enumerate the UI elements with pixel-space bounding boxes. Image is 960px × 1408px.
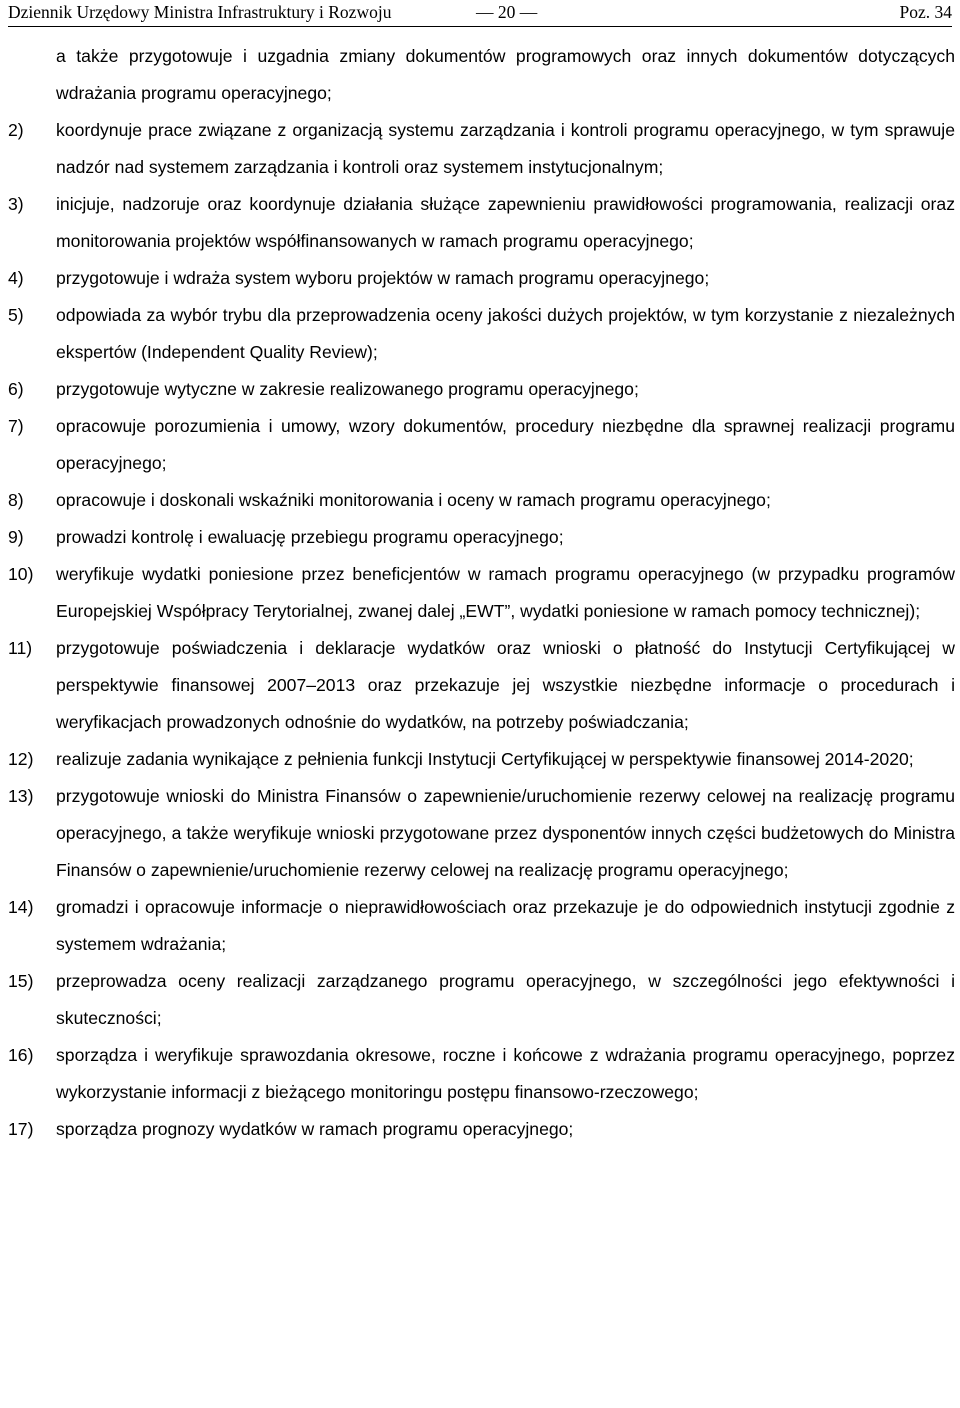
duties-list <box>8 38 955 1148</box>
item-text: przygotowuje poświadczenia i deklaracje wydatków oraz wnioski o płatność do Instytucji Certyfikującej w perspektywie finansowej 2007–2013 oraz przekazuje jej wszystkie niezbędne informacje o procedurach i weryfikacjach prowadzonych odnośnie do wydatków, na potrzeby poświadczania; <box>56 638 955 732</box>
item-number: 9) <box>8 527 24 547</box>
list-item-12 <box>8 741 955 778</box>
item-number: 13) <box>8 786 34 806</box>
position-number: Poz. 34 <box>899 2 952 22</box>
item-text: prowadzi kontrolę i ewaluację przebiegu programu operacyjnego; <box>56 527 564 547</box>
item-number: 15) <box>8 971 34 991</box>
item-text: przeprowadza oceny realizacji zarządzanego programu operacyjnego, w szczególności jego efektywności i skuteczności; <box>56 971 955 1028</box>
list-item-6 <box>8 371 955 408</box>
page-number: — 20 — <box>476 2 538 22</box>
item-number: 17) <box>8 1119 34 1139</box>
item-text: koordynuje prace związane z organizacją systemu zarządzania i kontroli programu operacyjnego, w tym sprawuje nadzór nad systemem zarządzania i kontroli oraz systemem instytucjonalnym; <box>56 120 955 177</box>
list-item-10 <box>8 556 955 630</box>
journal-title: Dziennik Urzędowy Ministra Infrastruktury i Rozwoju <box>8 2 392 22</box>
item-text: przygotowuje i wdraża system wyboru projektów w ramach programu operacyjnego; <box>56 268 710 288</box>
item-number: 5) <box>8 305 24 325</box>
list-item-13 <box>8 778 955 889</box>
list-item-14 <box>8 889 955 963</box>
list-item-17 <box>8 1111 955 1148</box>
list-item-5 <box>8 297 955 371</box>
item-text: realizuje zadania wynikające z pełnienia funkcji Instytucji Certyfikującej w perspektywie finansowej 2014-2020; <box>56 749 914 769</box>
list-item-11 <box>8 630 955 741</box>
list-item-4 <box>8 260 955 297</box>
item-text: weryfikuje wydatki poniesione przez beneficjentów w ramach programu operacyjnego (w przypadku programów Europejskiej Współpracy Terytorialnej, zwanej dalej „EWT”, wydatki poniesione w ramach pomocy technicznej); <box>56 564 955 621</box>
item-text: przygotowuje wnioski do Ministra Finansów o zapewnienie/uruchomienie rezerwy celowej na realizację programu operacyjnego, a także weryfikuje wnioski przygotowane przez dysponentów innych części budżetowych do Ministra Finansów o zapewnienie/uruchomienie rezerwy celowej na realizację programu operacyjnego; <box>56 786 955 880</box>
item-text: opracowuje i doskonali wskaźniki monitorowania i oceny w ramach programu operacyjnego; <box>56 490 771 510</box>
list-item-9 <box>8 519 955 556</box>
item-number: 7) <box>8 416 24 436</box>
list-item-3 <box>8 186 955 260</box>
item-number: 4) <box>8 268 24 288</box>
list-item-7 <box>8 408 955 482</box>
item-number: 16) <box>8 1045 34 1065</box>
item-text: gromadzi i opracowuje informacje o nieprawidłowościach oraz przekazuje je do odpowiednich instytucji zgodnie z systemem wdrażania; <box>56 897 955 954</box>
item-text: sporządza i weryfikuje sprawozdania okresowe, roczne i końcowe z wdrażania programu operacyjnego, poprzez wykorzystanie informacji z bieżącego monitoringu postępu finansowo-rzeczowego; <box>56 1045 955 1102</box>
item-number: 14) <box>8 897 34 917</box>
item-number: 11) <box>8 638 33 658</box>
list-item-2 <box>8 112 955 186</box>
item-number: 6) <box>8 379 24 399</box>
item-text: odpowiada za wybór trybu dla przeprowadzenia oceny jakości dużych projektów, w tym korzystanie z niezależnych ekspertów (Independent Quality Review); <box>56 305 955 362</box>
list-item-15 <box>8 963 955 1037</box>
item-number: 8) <box>8 490 24 510</box>
item-number: 12) <box>8 749 34 769</box>
item-number: 3) <box>8 194 24 214</box>
item-text: przygotowuje wytyczne w zakresie realizowanego programu operacyjnego; <box>56 379 639 399</box>
item-number: 2) <box>8 120 24 140</box>
item-number: 10) <box>8 564 34 584</box>
continuation-text: a także przygotowuje i uzgadnia zmiany dokumentów programowych oraz innych dokumentów dotyczących wdrażania programu operacyjnego; <box>56 46 955 103</box>
item-text: inicjuje, nadzoruje oraz koordynuje działania służące zapewnieniu prawidłowości programowania, realizacji oraz monitorowania projektów współfinansowanych w ramach programu operacyjnego; <box>56 194 955 251</box>
list-item-16 <box>8 1037 955 1111</box>
item-text: opracowuje porozumienia i umowy, wzory dokumentów, procedury niezbędne dla sprawnej realizacji programu operacyjnego; <box>56 416 955 473</box>
list-item-8 <box>8 482 955 519</box>
item-text: sporządza prognozy wydatków w ramach programu operacyjnego; <box>56 1119 574 1139</box>
page-header <box>8 0 952 27</box>
